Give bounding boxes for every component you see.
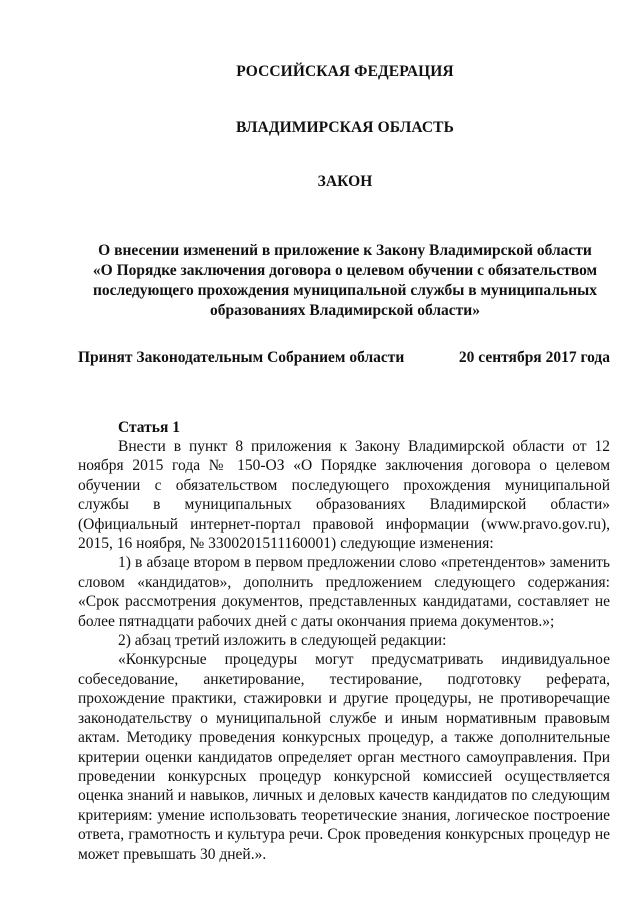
header-federation: РОССИЙСКАЯ ФЕДЕРАЦИЯ: [236, 63, 454, 80]
law-title: [0, 241, 640, 321]
document-type-heading: ЗАКОН: [317, 173, 373, 190]
article-paragraph: 1) в абзаце втором в первом предложении слово «претендентов» заменить словом «кандидатов», дополнить предложением следующего содержания: «Срок рассмотрения документов, представленных кандидатами, составляет не более пятнадцати рабочих дней с даты окончания приема документов.»;: [78, 554, 610, 630]
law-title-line: образованиях Владимирской области»: [210, 302, 480, 319]
law-title-line: последующего прохождения муниципальной службы в муниципальных: [92, 282, 597, 299]
article-paragraph: 2) абзац третий изложить в следующей редакции:: [118, 632, 447, 650]
article-paragraph: «Конкурсные процедуры могут предусматривать индивидуальное собеседование, анкетирование, тестирование, подготовку реферата, прохождение практики, стажировки и другие процедуры, не противоречащие законодательству о муниципальной службе и иным нормативным правовым актам. Методику проведения конкурсных процедур, а также дополнительные критерии оценки кандидатов определяет орган местного самоуправления. При проведении конкурсных процедур конкурсной комиссией осуществляется оценка знаний и навыков, личных и деловых качеств кандидатов по следующим критериям: умение использовать теоретические знания, логическое построение ответа, грамотность и культура речи. Срок проведения конкурсных процедур не может превышать 30 дней.».: [78, 651, 610, 863]
law-title-line: «О Порядке заключения договора о целевом обучении с обязательством: [92, 262, 598, 279]
article-paragraph: Внести в пункт 8 приложения к Закону Владимирской области от 12 ноября 2015 года № 150-ОЗ «О Порядке заключения договора о целевом обучении с обязательством последующего прохождения муниципальной службы в муниципальных образованиях Владимирской области» (Официальный интернет-портал правовой информации (www.pravo.gov.ru), 2015, 16 ноября, № 3300201511160001) следующие изменения:: [78, 438, 610, 553]
article-body: [78, 437, 610, 864]
law-title-line: О внесении изменений в приложение к Закону Владимирской области: [98, 242, 592, 259]
article-title: Статья 1: [118, 419, 180, 436]
header-region: ВЛАДИМИРСКАЯ ОБЛАСТЬ: [236, 119, 454, 136]
adoption-line: [78, 349, 610, 371]
adoption-date: 20 сентября 2017 года: [458, 349, 610, 366]
adopted-by: Принят Законодательным Собранием области: [78, 349, 405, 366]
